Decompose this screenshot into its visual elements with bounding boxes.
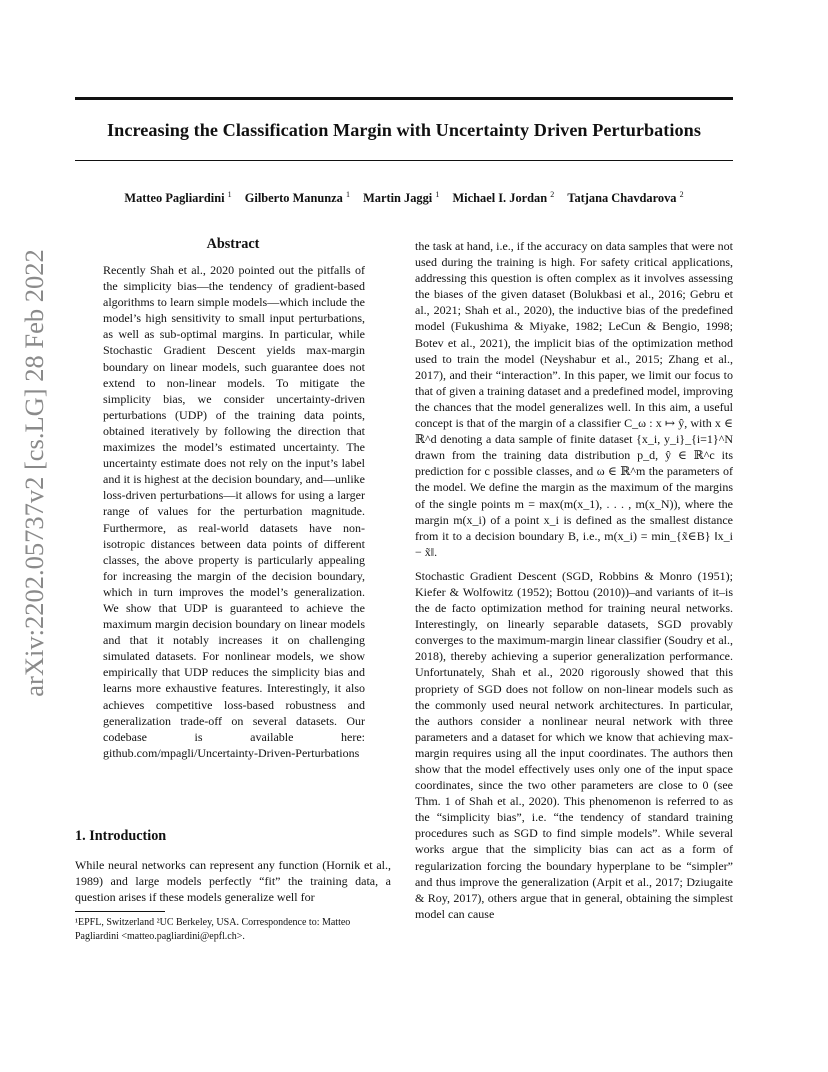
footnote-rule <box>75 911 165 912</box>
introduction-body <box>75 857 391 905</box>
right-paragraph-1: the task at hand, i.e., if the accuracy on data samples that were not used during the training is high. For safety critical applications, addressing this question is often complex as it involves assessing the biases of the given dataset (Bolukbasi et al., 2016; Gebru et al., 2021; Shah et al., 2020), the inductive bias of the predefined model (Fukushima & Miyake, 1982; LeCun & Bengio, 1998; Botev et al., 2021), the implicit bias of the optimization method used to train the model (Neyshabur et al., 2015; Zhang et al., 2017), and their “interaction”. In this paper, we limit our focus to that of given a training dataset and a predefined model, improving the chances that the model generalizes well. In this aim, a useful concept is that of the margin of a classifier C_ω : x ↦ ŷ, with x ∈ ℝ^d denoting a data sample of finite dataset {x_i, y_i}_{i=1}^N drawn from the training data distribution p_d, ŷ ∈ ℝ^c its prediction for c possible classes, and ω ∈ ℝ^m the parameters of the model. We define the margin as the maximum of the margins of the single points m = max(m(x_1), . . . , m(x_N)), where the margin m(x_i) of a point x_i is defined as the smallest distance from it to a decision boundary B, i.e., m(x_i) = min_{x̃∈B} ‖x_i − x̃‖. <box>415 239 733 559</box>
author: Matteo Pagliardini $^1$ <box>124 190 232 206</box>
author: Michael I. Jordan $^2$ <box>452 190 555 206</box>
abstract-text: Recently Shah et al., 2020 pointed out the pitfalls of the simplicity bias—the tendency of gradient-based algorithms to learn simple models—which include the model’s high sensitivity to small input perturbations, as well as sub-optimal margins. In particular, while Stochastic Gradient Descent yields max-margin boundary on linear models, such guarantee does not extend to non-linear models. To mitigate the simplicity bias, we consider uncertainty-driven perturbations (UDP) of the training data points, obtained iteratively by following the direction that maximizes the model’s estimated uncertainty. The uncertainty estimate does not rely on the input’s label and it is highest at the decision boundary, and—unlike loss-driven perturbations—it allows for using a larger range of values for the perturbation magnitude. Furthermore, as real-world datasets have non-isotropic distances between data points of different classes, the above property is particularly appealing for increasing the margin of the decision boundary, which in turn improves the model’s generalization. We show that UDP is guaranteed to achieve the maximum margin decision boundary on linear models and that it notably increases it on challenging simulated datasets. For nonlinear models, we show empirically that UDP reduces the simplicity bias and learns more exhaustive features. Interestingly, it also achieves competitive loss-based robustness and generalization trade-off on several datasets. Our codebase is available here: github.com/mpagli/Uncertainty-Driven-Perturbations <box>103 263 365 760</box>
author: Martin Jaggi $^1$ <box>363 190 440 206</box>
right-paragraph-2: Stochastic Gradient Descent (SGD, Robbins & Monro (1951); Kiefer & Wolfowitz (1952); Bottou (2010))–and variants of it–is the de facto optimization method for training neural networks. Interestingly, on linearly separable datasets, SGD provably converges to the maximum-margin linear classifier (Soudry et al., 2018), thereby achieving a superior generalization performance. Unfortunately, Shah et al., 2020 rigorously showed that this propriety of SGD does not follow on non-linear models such as the commonly used neural network architectures. In particular, the authors consider a nonlinear neural network with three parameters and a dataset for which we know that achieving max-margin requires using all the input coordinates. The authors then show that the model effectively uses only one of the input space coordinates, since the two other parameters are close to 0 (see Thm. 1 of Shah et al., 2020). This phenomenon is referred to as the “simplicity bias”, i.e. “the tendency of standard training procedures such as SGD to find simple models”. While several works argue that the simplicity bias can act as a form of regularization forcing the boundary hyperplane to be “simpler” and thus improve the generalization (Arpit et al., 2017; Dziugaite & Roy, 2017), others argue that in general, obtaining the simplest model can cause <box>415 568 733 921</box>
affiliation-footnote: ¹EPFL, Switzerland ²UC Berkeley, USA. Correspondence to: Matteo Pagliardini <matteo.pagliardini@epfl.ch>. <box>75 917 351 942</box>
paper-title: Increasing the Classification Margin with Uncertainty Driven Perturbations <box>107 120 701 140</box>
arxiv-stamp: arXiv:2202.05737v2 [cs.LG] 28 Feb 2022 <box>19 249 49 697</box>
section-heading-introduction: 1. Introduction <box>75 828 167 844</box>
author: Gilberto Manunza $^1$ <box>244 190 350 206</box>
intro-paragraph: While neural networks can represent any function (Hornik et al., 1989) and large models perfectly “fit” the training data, a question arises if these models generalize well for <box>75 858 391 905</box>
abstract-heading: Abstract <box>206 236 260 252</box>
title-top-rule <box>75 97 733 100</box>
right-column-body <box>415 238 733 922</box>
author-list <box>75 190 733 206</box>
author: Tatjana Chavdarova $^2$ <box>567 190 684 206</box>
title-bottom-rule <box>75 160 733 161</box>
abstract-body <box>103 262 365 761</box>
